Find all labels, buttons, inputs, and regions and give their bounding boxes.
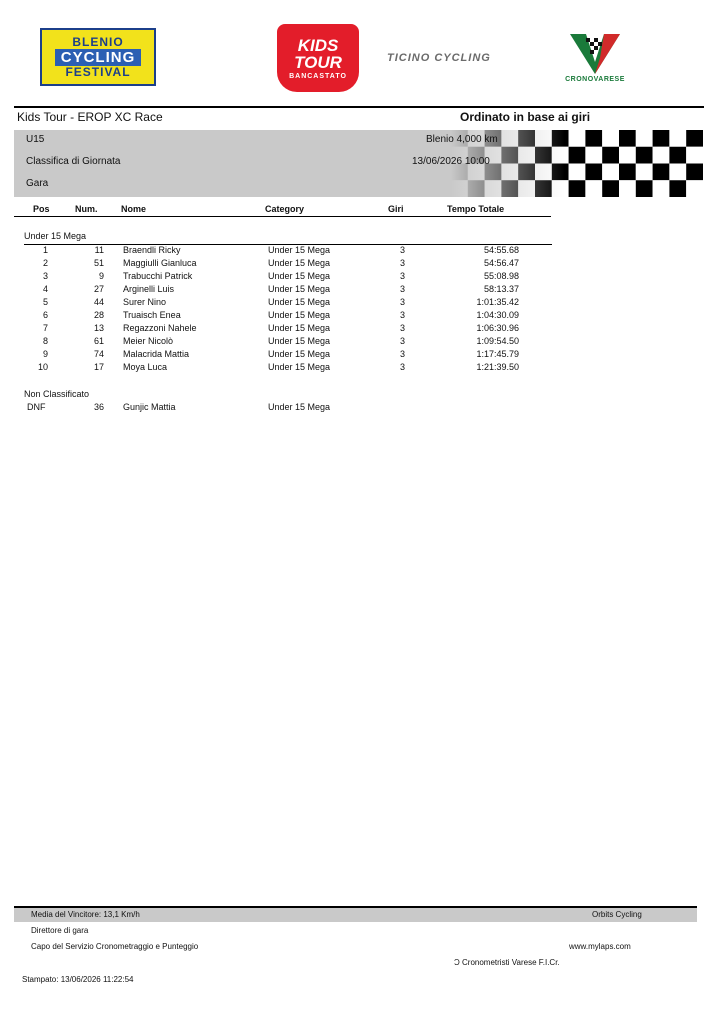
table-row bbox=[0, 284, 724, 297]
cell-category: Under 15 Mega bbox=[268, 402, 331, 412]
col-name: Nome bbox=[121, 204, 147, 214]
cell-name: Braendli Ricky bbox=[123, 245, 181, 255]
cell-laps: 3 bbox=[400, 271, 406, 281]
cell-num: 11 bbox=[94, 245, 104, 255]
cell-laps: 3 bbox=[400, 284, 406, 294]
cell-name: Arginelli Luis bbox=[123, 284, 175, 294]
col-laps: Giri bbox=[388, 204, 404, 214]
cell-category: Under 15 Mega bbox=[268, 245, 331, 255]
cell-num: 17 bbox=[93, 362, 104, 372]
cell-laps: 3 bbox=[400, 349, 406, 359]
logo-blenio-line2: CYCLING bbox=[55, 49, 142, 66]
cell-laps: 3 bbox=[400, 297, 406, 307]
col-category: Category bbox=[265, 204, 305, 214]
cell-laps: 3 bbox=[400, 362, 406, 372]
cell-pos: 3 bbox=[42, 271, 48, 281]
cell-name: Malacrida Mattia bbox=[123, 349, 190, 359]
cell-category: Under 15 Mega bbox=[268, 258, 331, 268]
non-classified-label: Non Classificato bbox=[24, 389, 90, 399]
cell-name: Surer Nino bbox=[123, 297, 167, 307]
cell-pos: DNF bbox=[27, 402, 46, 412]
mylaps-link[interactable]: www.mylaps.com bbox=[569, 942, 631, 951]
table-row bbox=[0, 310, 724, 323]
cell-laps: 3 bbox=[400, 336, 406, 346]
table-row bbox=[0, 271, 724, 284]
table-row bbox=[0, 323, 724, 336]
cell-pos: 2 bbox=[42, 258, 48, 268]
cell-category: Under 15 Mega bbox=[268, 284, 331, 294]
col-time: Tempo Totale bbox=[447, 204, 505, 214]
table-row bbox=[0, 297, 724, 310]
table-row bbox=[0, 349, 724, 362]
cell-name: Regazzoni Nahele bbox=[123, 323, 197, 333]
printed-timestamp: Stampato: 13/06/2026 11:22:54 bbox=[22, 975, 134, 984]
cell-num: 61 bbox=[93, 336, 104, 346]
winner-average-speed: Media del Vincitore: 13,1 Km/h bbox=[31, 910, 140, 919]
cell-category: Under 15 Mega bbox=[268, 297, 331, 307]
kids-tour-logo bbox=[277, 24, 359, 92]
cell-time: 1:21:39.50 bbox=[476, 362, 519, 372]
cell-time: 58:13.37 bbox=[483, 284, 519, 294]
cell-pos: 9 bbox=[42, 349, 48, 359]
location-distance: Blenio 4,000 km bbox=[426, 134, 498, 145]
table-row bbox=[0, 245, 724, 258]
timekeepers-credit: Ɔ Cronometristi Varese F.I.Cr. bbox=[454, 958, 560, 967]
category-code: U15 bbox=[26, 134, 45, 145]
sort-title: Ordinato in base ai giri bbox=[460, 110, 591, 124]
ticino-cycling-logo: TICINO CYCLING bbox=[387, 52, 491, 64]
cell-laps: 3 bbox=[400, 258, 406, 268]
table-row bbox=[0, 402, 724, 415]
table-row bbox=[0, 362, 724, 375]
table-row bbox=[0, 258, 724, 271]
cell-laps: 3 bbox=[400, 323, 406, 333]
cell-pos: 8 bbox=[42, 336, 48, 346]
cell-time: 1:17:45.79 bbox=[476, 349, 519, 359]
header-top-rule bbox=[14, 106, 704, 108]
director-label: Direttore di gara bbox=[31, 926, 89, 935]
cell-name: Maggiulli Gianluca bbox=[123, 258, 197, 268]
logo-blenio-line1: BLENIO bbox=[72, 34, 124, 49]
classifica-label: Classifica di Giornata bbox=[26, 156, 121, 167]
logo-kids-line2: TOUR bbox=[294, 52, 342, 72]
logo-kids-line3: BANCASTATO bbox=[289, 72, 347, 80]
cell-num: 44 bbox=[93, 297, 104, 307]
cell-time: 1:04:30.09 bbox=[476, 310, 519, 320]
cell-num: 74 bbox=[93, 349, 104, 359]
cell-name: Meier Nicolò bbox=[123, 336, 174, 346]
cell-num: 28 bbox=[93, 310, 104, 320]
cell-name: Trabucchi Patrick bbox=[123, 271, 193, 281]
cell-time: 54:56.47 bbox=[483, 258, 519, 268]
cell-pos: 1 bbox=[42, 245, 48, 255]
gara-label: Gara bbox=[26, 178, 49, 189]
cell-category: Under 15 Mega bbox=[268, 271, 331, 281]
cell-pos: 4 bbox=[42, 284, 48, 294]
group-label: Under 15 Mega bbox=[24, 231, 87, 241]
cell-time: 1:09:54.50 bbox=[476, 336, 519, 346]
cell-num: 27 bbox=[93, 284, 104, 294]
cell-num: 36 bbox=[93, 402, 104, 412]
cell-category: Under 15 Mega bbox=[268, 349, 331, 359]
cell-pos: 7 bbox=[42, 323, 48, 333]
cell-time: 55:08.98 bbox=[483, 271, 519, 281]
logo-blenio-line3: FESTIVAL bbox=[65, 64, 131, 79]
cell-name: Moya Luca bbox=[123, 362, 168, 372]
timing-chief-label: Capo del Servizio Cronometraggio e Punteggio bbox=[31, 942, 199, 951]
cell-time: 1:06:30.96 bbox=[476, 323, 519, 333]
cell-pos: 5 bbox=[42, 297, 48, 307]
cell-laps: 3 bbox=[400, 245, 406, 255]
cell-time: 54:55.68 bbox=[483, 245, 519, 255]
col-pos: Pos bbox=[33, 204, 50, 214]
cell-category: Under 15 Mega bbox=[268, 323, 331, 333]
race-title: Kids Tour - EROP XC Race bbox=[17, 110, 163, 124]
cronovarese-shield-icon bbox=[556, 32, 634, 76]
table-header-rule bbox=[14, 216, 551, 217]
cell-category: Under 15 Mega bbox=[268, 362, 331, 372]
orbits-credit: Orbits Cycling bbox=[592, 910, 642, 919]
cell-category: Under 15 Mega bbox=[268, 310, 331, 320]
cell-laps: 3 bbox=[400, 310, 406, 320]
blenio-cycling-festival-logo bbox=[40, 28, 156, 86]
logo-kids-line1: KIDS bbox=[297, 35, 339, 55]
cell-num: 9 bbox=[98, 271, 104, 281]
race-datetime: 13/06/2026 10:00 bbox=[412, 156, 490, 167]
logo-crono-word: CRONOVARESE bbox=[565, 76, 625, 83]
table-row bbox=[0, 336, 724, 349]
col-num: Num. bbox=[75, 204, 98, 214]
cell-name: Gunjic Mattia bbox=[123, 402, 176, 412]
cell-name: Truaisch Enea bbox=[123, 310, 181, 320]
cell-pos: 10 bbox=[37, 362, 48, 372]
cell-num: 13 bbox=[93, 323, 104, 333]
cell-category: Under 15 Mega bbox=[268, 336, 331, 346]
cell-num: 51 bbox=[93, 258, 104, 268]
cell-pos: 6 bbox=[42, 310, 48, 320]
cronovarese-logo bbox=[556, 32, 634, 86]
cell-time: 1:01:35.42 bbox=[476, 297, 519, 307]
